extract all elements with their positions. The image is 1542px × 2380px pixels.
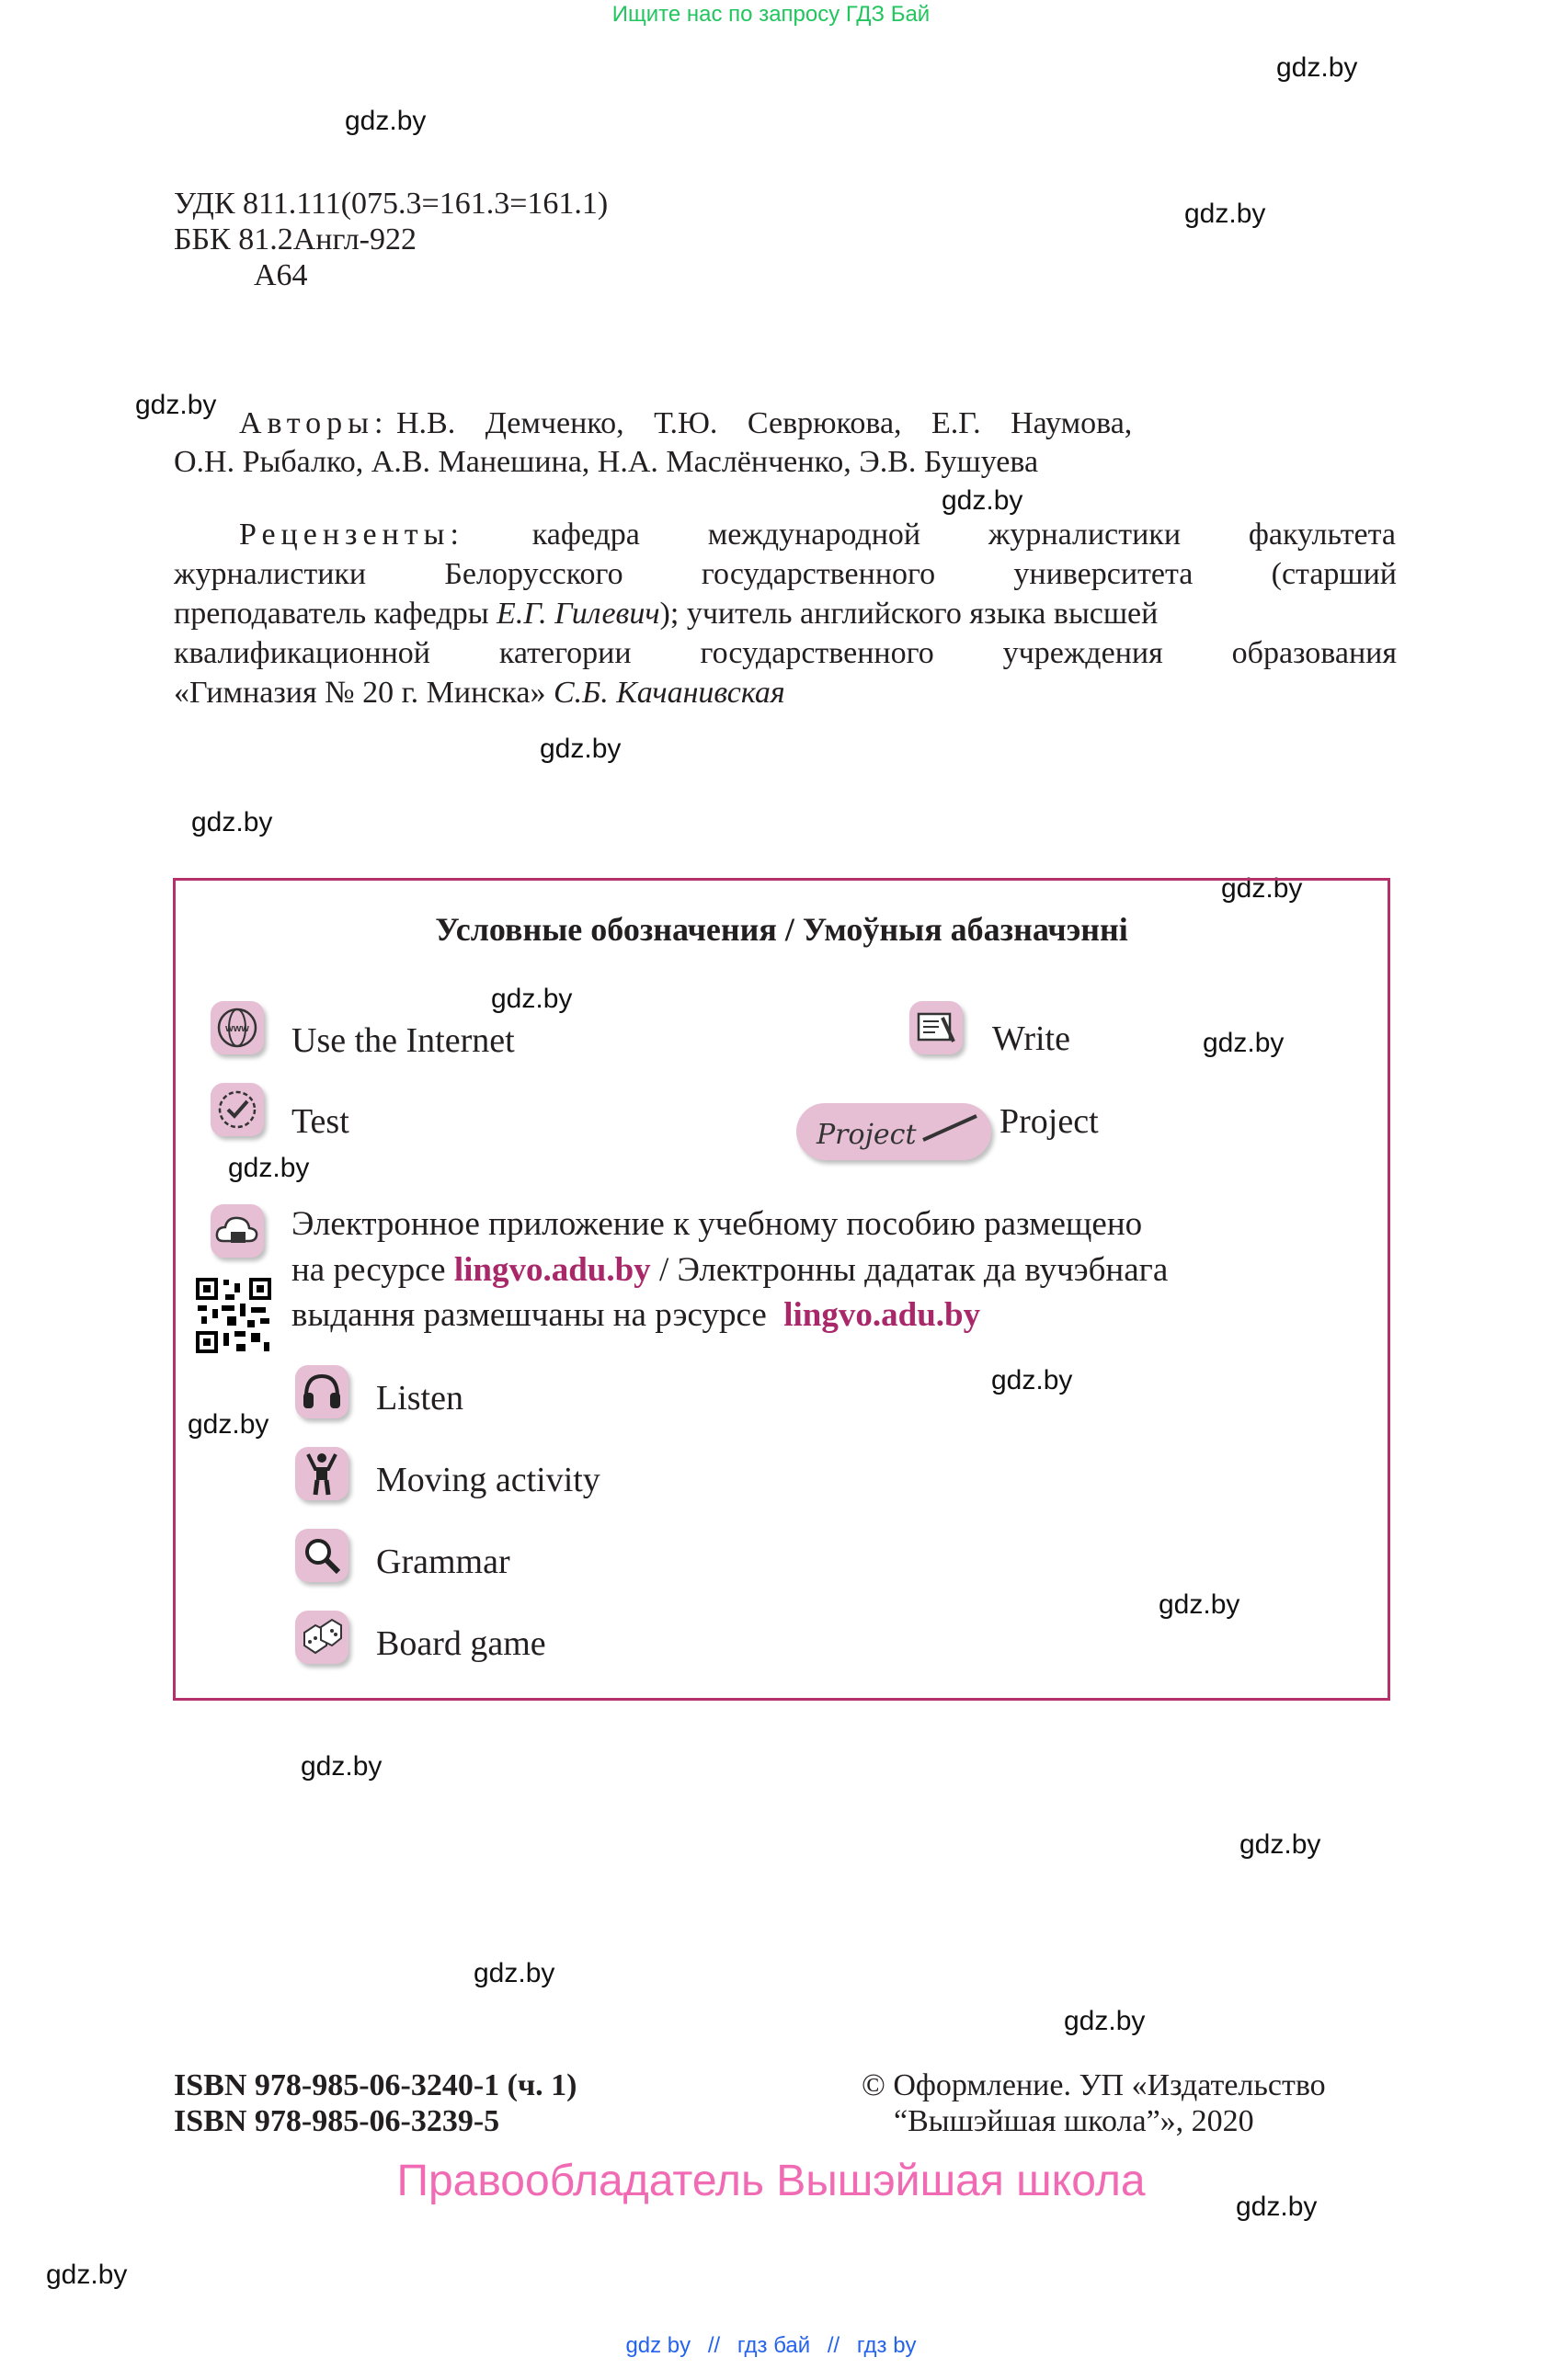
reviewer-name-1: Е.Г. Гилевич [497, 597, 660, 631]
watermark: gdz.by [46, 2260, 128, 2290]
cloud-folder-icon [211, 1204, 264, 1258]
legend-label-listen: Listen [376, 1379, 463, 1418]
bottom-link-gdz-bai[interactable]: гдз бай [737, 2333, 811, 2358]
bbk-code: ББК 81.2Англ-922 [174, 222, 417, 256]
isbn-line-2: ISBN 978-985-06-3239-5 [174, 2104, 500, 2138]
link-separator: // [827, 2333, 840, 2358]
link-separator: // [707, 2333, 721, 2358]
www-globe-icon [211, 1001, 264, 1054]
eapp-line-1: Электронное приложение к учебному пособию размещено [291, 1205, 1143, 1243]
watermark: gdz.by [191, 807, 273, 837]
lingvo-link[interactable]: lingvo.adu.by [783, 1296, 981, 1334]
legend-box [173, 878, 1390, 1701]
watermark: gdz.by [1221, 873, 1303, 904]
watermark: gdz.by [228, 1153, 310, 1183]
legend-label-grammar: Grammar [376, 1543, 510, 1581]
legend-label-internet: Use the Internet [291, 1021, 515, 1060]
watermark: gdz.by [1203, 1028, 1285, 1058]
copyright-line-1: © Оформление. УП «Издательство [862, 2068, 1326, 2102]
reviewers-line-1: Рецензенты: кафедра международной журналистики факультета [239, 518, 1396, 552]
reviewer-name-2: С.Б. Качанивская [553, 676, 785, 710]
reviewers-line-2: журналистики Белорусского государственного университета (старший [174, 557, 1397, 591]
magnifier-icon [295, 1529, 348, 1582]
watermark: gdz.by [1184, 199, 1266, 229]
headphones-icon [295, 1365, 348, 1418]
lingvo-link[interactable]: lingvo.adu.by [453, 1251, 651, 1289]
copyright-line-2: “Вышэйшая школа”», 2020 [894, 2104, 1254, 2138]
watermark: gdz.by [345, 106, 427, 136]
qr-code-icon [194, 1276, 273, 1355]
udk-code: УДК 811.111(075.3=161.3=161.1) [174, 187, 609, 221]
top-banner[interactable]: Ищите нас по запросу ГДЗ Бай [611, 2, 931, 27]
authors-line-1 [239, 404, 1396, 443]
watermark: gdz.by [301, 1751, 383, 1782]
bottom-link-gdz-by[interactable]: gdz by [625, 2333, 691, 2358]
watermark: gdz.by [942, 485, 1023, 516]
watermark: gdz.by [540, 734, 622, 764]
watermark: gdz.by [188, 1409, 269, 1440]
reviewers-line-3: преподаватель кафедры Е.Г. Гилевич); учитель английского языка высшей [174, 597, 1159, 631]
reviewers-label: Рецензенты: [239, 518, 464, 552]
watermark: gdz.by [991, 1365, 1073, 1395]
legend-label-board: Board game [376, 1624, 546, 1663]
check-timer-icon [211, 1083, 264, 1136]
watermark: gdz.by [1159, 1589, 1240, 1620]
watermark: gdz.by [1239, 1829, 1321, 1860]
watermark: gdz.by [1064, 2006, 1146, 2036]
legend-label-project: Project [999, 1102, 1099, 1141]
isbn-line-1: ISBN 978-985-06-3240-1 (ч. 1) [174, 2068, 577, 2102]
dice-icon [295, 1611, 348, 1664]
watermark: gdz.by [1236, 2192, 1318, 2222]
svg-text:www: www [225, 1023, 249, 1034]
legend-label-moving: Moving activity [376, 1461, 600, 1499]
watermark: gdz.by [474, 1958, 555, 1988]
watermark: gdz.by [491, 984, 573, 1014]
project-badge-text: Project [817, 1119, 917, 1151]
reviewers-line-4: квалификационной категории государственного учреждения образования [174, 636, 1397, 670]
eapp-line-3: выдання размешчаны на рэсурсе lingvo.adu.by [291, 1296, 981, 1334]
legend-label-write: Write [992, 1019, 1070, 1058]
authors-label: Авторы: [239, 406, 389, 440]
eapp-line-2: на ресурсе lingvo.adu.by / Электронны дадатак да вучэбнага [291, 1251, 1169, 1289]
watermark: gdz.by [1276, 52, 1358, 83]
author-mark: А64 [254, 258, 308, 292]
project-pen-badge [796, 1103, 991, 1160]
legend-title: Условные обозначения / Умоўныя абазначэнні [435, 911, 1128, 948]
authors-names-1: Н.В. Демченко, Т.Ю. Севрюкова, Е.Г. Наумова, [395, 406, 1133, 440]
authors-line-2: О.Н. Рыбалко, А.В. Манешина, Н.А. Маслёнченко, Э.В. Бушуева [174, 445, 1039, 479]
person-arms-up-icon [295, 1447, 348, 1500]
notebook-pen-icon [909, 1001, 963, 1054]
bottom-links [0, 2333, 1542, 2359]
watermark: gdz.by [135, 390, 217, 420]
reviewers-line-5: «Гимназия № 20 г. Минска» С.Б. Качанивская [174, 676, 785, 710]
legend-label-test: Test [291, 1102, 349, 1141]
bottom-link-gdz-by-cyr[interactable]: гдз by [856, 2333, 917, 2358]
rightsholder-notice: Правообладатель Вышэйшая школа [396, 2157, 1146, 2205]
